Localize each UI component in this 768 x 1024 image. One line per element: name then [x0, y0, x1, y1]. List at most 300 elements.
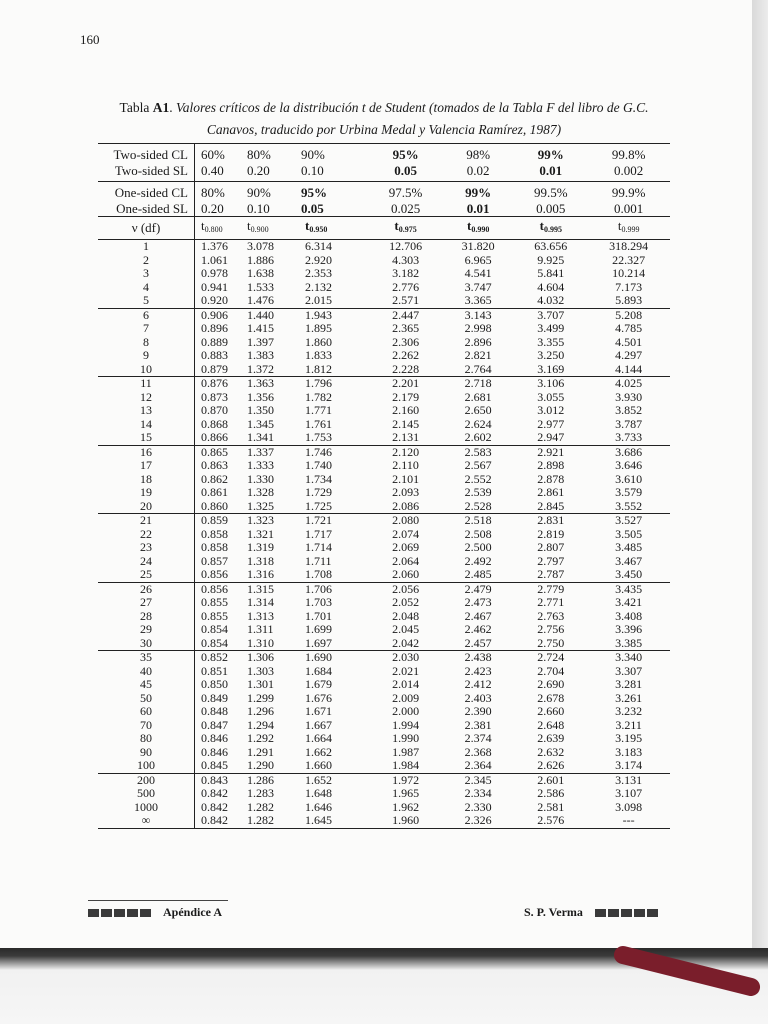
value-cell: 0.879: [201, 361, 228, 376]
df-cell: 11: [98, 377, 195, 391]
value-cell: 1.943: [291, 308, 369, 322]
value-cell: 1.690: [291, 651, 369, 665]
value-cell: 1.310: [247, 635, 274, 650]
value-cell: 3.787: [615, 416, 643, 431]
df-cell: 70: [98, 719, 195, 733]
table-row: [98, 445, 670, 459]
value-cell: 0.851: [201, 663, 228, 678]
value-cell: 2.412: [464, 677, 492, 691]
value-cell: 3.078: [247, 239, 274, 253]
column-header-t: $t_{0.999}$: [587, 217, 670, 240]
df-cell: 4: [98, 281, 195, 295]
value-cell: 1.676: [305, 690, 332, 705]
value-cell: 2.632: [537, 744, 565, 759]
value-cell: 0.848: [201, 704, 228, 718]
header-cell: 0.40: [195, 163, 244, 182]
value-cell: 1.671: [305, 704, 332, 718]
value-cell: 1.282: [243, 814, 291, 828]
df-cell: 45: [98, 678, 195, 692]
value-cell: 2.681: [464, 389, 492, 404]
df-cell: 12: [98, 391, 195, 405]
value-cell: 3.421: [615, 595, 643, 609]
table-row: [98, 610, 670, 624]
value-cell: 1.895: [305, 321, 332, 335]
table-row: [98, 637, 670, 651]
table-row: [98, 308, 670, 322]
page-number: 160: [80, 32, 100, 47]
header-cell: 0.10: [247, 200, 270, 216]
value-cell: 2.819: [537, 526, 565, 541]
table-row: [98, 418, 670, 432]
header-label: Two-sided SL: [98, 163, 195, 182]
df-cell: 8: [98, 336, 195, 350]
value-cell: 1.753: [305, 430, 332, 444]
caption-lead: Tabla A1.: [119, 100, 176, 115]
value-cell: 3.098: [615, 799, 643, 814]
header-cell: 0.002: [587, 163, 670, 182]
value-cell: 1.697: [305, 635, 332, 650]
value-cell: 3.183: [615, 744, 643, 759]
value-cell: 4.501: [615, 334, 643, 349]
value-cell: 1.812: [305, 361, 332, 376]
value-cell: 2.821: [464, 348, 492, 362]
value-cell: 0.870: [201, 403, 228, 417]
value-cell: 3.467: [615, 553, 643, 568]
value-cell: 0.856: [201, 567, 228, 581]
value-cell: 3.408: [615, 608, 643, 623]
value-cell: 2.718: [442, 377, 514, 391]
value-cell: 12.706: [389, 239, 423, 253]
value-cell: 2.045: [392, 622, 420, 636]
value-cell: 3.385: [615, 635, 643, 650]
value-cell: 2.467: [464, 608, 492, 623]
header-cell: 0.05: [301, 200, 324, 216]
df-cell: 28: [98, 610, 195, 624]
table-row: [98, 555, 670, 569]
value-cell: 1.330: [247, 471, 274, 486]
value-cell: 0.866: [201, 430, 228, 444]
value-cell: 0.854: [201, 635, 228, 650]
value-cell: 1.323: [243, 514, 291, 528]
value-cell: 5.208: [587, 308, 670, 322]
value-cell: 2.878: [537, 471, 565, 486]
df-cell: 500: [98, 787, 195, 801]
value-cell: 2.262: [392, 348, 420, 362]
value-cell: 0.858: [201, 540, 228, 554]
value-cell: 0.906: [195, 308, 244, 322]
value-cell: 2.330: [464, 799, 492, 814]
header-label: Two-sided CL: [98, 144, 195, 163]
column-header-t: $t_{0.990}$: [442, 217, 514, 240]
df-cell: 90: [98, 746, 195, 760]
value-cell: 2.132: [305, 279, 332, 294]
df-cell: 26: [98, 582, 195, 596]
value-cell: 2.797: [537, 553, 565, 568]
value-cell: 0.941: [201, 279, 228, 294]
value-cell: 1.363: [243, 377, 291, 391]
value-cell: 22.327: [612, 252, 646, 267]
value-cell: 0.845: [201, 758, 228, 772]
value-cell: 3.435: [587, 582, 670, 596]
value-cell: 2.056: [369, 582, 442, 596]
value-cell: 2.583: [442, 445, 514, 459]
table-row: [98, 322, 670, 336]
value-cell: 2.403: [464, 690, 492, 705]
table-row: [98, 500, 670, 514]
value-cell: 4.297: [615, 348, 643, 362]
value-cell: 4.604: [537, 279, 565, 294]
value-cell: 1.725: [305, 498, 332, 513]
df-cell: 10: [98, 363, 195, 377]
value-cell: 1.660: [305, 758, 332, 772]
value-cell: 2.345: [442, 773, 514, 787]
value-cell: 3.106: [514, 377, 587, 391]
value-cell: 2.831: [514, 514, 587, 528]
value-cell: 1.701: [305, 608, 332, 623]
value-cell: 0.849: [201, 690, 228, 705]
header-row: [98, 144, 670, 163]
footer-appendix: Apéndice A: [163, 905, 223, 919]
value-cell: 2.518: [442, 514, 514, 528]
value-cell: 1.796: [291, 377, 369, 391]
value-cell: 3.733: [615, 430, 643, 444]
table-row: [98, 596, 670, 610]
value-cell: 2.201: [369, 377, 442, 391]
value-cell: 2.064: [392, 553, 420, 568]
value-cell: 4.785: [615, 321, 643, 335]
t-distribution-table: [98, 143, 670, 829]
column-header-t: $t_{0.800}$: [195, 217, 244, 240]
table-row: [98, 254, 670, 268]
value-cell: 2.479: [442, 582, 514, 596]
value-cell: 2.650: [464, 403, 492, 417]
value-cell: 2.552: [464, 471, 492, 486]
value-cell: 2.014: [392, 677, 420, 691]
table-row: [98, 787, 670, 801]
header-cell: 0.01: [514, 163, 587, 182]
value-cell: 2.485: [464, 567, 492, 581]
value-cell: 2.390: [464, 704, 492, 718]
value-cell: 2.462: [464, 622, 492, 636]
value-cell: 1.761: [305, 416, 332, 431]
value-cell: 2.086: [392, 498, 420, 513]
value-cell: 1.648: [305, 786, 332, 800]
value-cell: 0.873: [201, 389, 228, 404]
value-cell: 0.846: [201, 731, 228, 745]
value-cell: 3.250: [537, 348, 565, 362]
value-cell: 1.316: [247, 567, 274, 581]
value-cell: 2.763: [537, 608, 565, 623]
value-cell: 1.860: [305, 334, 332, 349]
value-cell: 1.372: [247, 361, 274, 376]
table-row: [98, 528, 670, 542]
header-cell: 0.10: [291, 163, 369, 182]
table-row: [98, 267, 670, 281]
value-cell: 4.032: [537, 293, 565, 307]
value-cell: 2.438: [442, 651, 514, 665]
value-cell: 1.333: [247, 458, 274, 472]
value-cell: 1.708: [305, 567, 332, 581]
value-cell: 3.707: [514, 308, 587, 322]
df-cell: 7: [98, 322, 195, 336]
value-cell: 1.328: [247, 485, 274, 499]
value-cell: 1.303: [247, 663, 274, 678]
value-cell: 3.365: [464, 293, 492, 307]
df-cell: 14: [98, 418, 195, 432]
value-cell: 1.994: [392, 717, 420, 732]
value-cell: 1.652: [291, 773, 369, 787]
value-cell: 0.883: [201, 348, 228, 362]
table-row: [98, 431, 670, 445]
value-cell: 1.984: [392, 758, 420, 772]
value-cell: 5.841: [537, 266, 565, 280]
df-cell: 6: [98, 308, 195, 322]
value-cell: 2.602: [464, 430, 492, 444]
value-cell: 2.030: [369, 651, 442, 665]
value-cell: 2.009: [392, 690, 420, 705]
value-cell: 1.286: [243, 773, 291, 787]
value-cell: 2.690: [537, 677, 565, 691]
value-cell: 2.920: [305, 252, 332, 267]
df-cell: 27: [98, 596, 195, 610]
value-cell: 1.972: [369, 773, 442, 787]
table-row: [98, 294, 670, 308]
value-cell: 2.776: [392, 279, 420, 294]
value-cell: 2.374: [464, 731, 492, 745]
value-cell: 0.842: [195, 814, 244, 828]
value-cell: 2.601: [514, 773, 587, 787]
value-cell: 3.396: [615, 622, 643, 636]
value-cell: 2.110: [392, 458, 419, 472]
value-cell: 2.779: [514, 582, 587, 596]
value-cell: 1.646: [305, 799, 332, 814]
value-cell: 1.664: [305, 731, 332, 745]
value-cell: 1.311: [247, 622, 274, 636]
value-cell: 2.947: [537, 430, 565, 444]
value-cell: 3.195: [615, 731, 643, 745]
value-cell: 2.660: [537, 704, 565, 718]
value-cell: 2.048: [392, 608, 420, 623]
value-cell: 1.356: [247, 389, 274, 404]
value-cell: 2.365: [392, 321, 420, 335]
value-cell: 3.232: [615, 704, 643, 718]
table-row: [98, 746, 670, 760]
value-cell: 1.729: [305, 485, 332, 499]
value-cell: 2.052: [392, 595, 420, 609]
value-cell: 2.021: [392, 663, 420, 678]
value-cell: 2.060: [392, 567, 420, 581]
value-cell: 1.350: [247, 403, 274, 417]
table-row: [98, 391, 670, 405]
value-cell: 2.977: [537, 416, 565, 431]
value-cell: 2.353: [305, 266, 332, 280]
value-cell: 1.397: [247, 334, 274, 349]
value-cell: 2.724: [514, 651, 587, 665]
df-cell: 18: [98, 473, 195, 487]
value-cell: 5.893: [615, 293, 643, 307]
value-cell: 1.990: [392, 731, 420, 745]
table-row: [98, 732, 670, 746]
df-cell: 200: [98, 773, 195, 787]
value-cell: 3.686: [587, 445, 670, 459]
table-row: [98, 514, 670, 528]
value-cell: 2.567: [464, 458, 492, 472]
value-cell: 3.174: [615, 758, 643, 772]
value-cell: 2.750: [537, 635, 565, 650]
value-cell: 3.281: [615, 677, 643, 691]
value-cell: 2.042: [392, 635, 420, 650]
df-cell: 19: [98, 486, 195, 500]
footer-ornament-left: [88, 909, 151, 917]
value-cell: 6.314: [305, 239, 332, 253]
df-cell: 1: [98, 240, 195, 254]
value-cell: 0.842: [201, 799, 228, 814]
table-row: [98, 377, 670, 391]
value-cell: 1.667: [305, 717, 332, 732]
table-row: [98, 705, 670, 719]
value-cell: 1.699: [305, 622, 332, 636]
value-cell: 1.740: [305, 458, 332, 472]
value-cell: 3.169: [537, 361, 565, 376]
table-row: [98, 568, 670, 582]
df-cell: 35: [98, 651, 195, 665]
table-row: [98, 486, 670, 500]
value-cell: 1.440: [243, 308, 291, 322]
value-cell: 2.334: [464, 786, 492, 800]
value-cell: 1.746: [291, 445, 369, 459]
value-cell: 0.857: [201, 553, 228, 568]
value-cell: 3.610: [615, 471, 643, 486]
value-cell: 0.861: [201, 485, 228, 499]
value-cell: 2.756: [537, 622, 565, 636]
value-cell: 1.965: [392, 786, 420, 800]
value-cell: 1.319: [247, 540, 274, 554]
value-cell: 3.143: [442, 308, 514, 322]
value-cell: 1.706: [291, 582, 369, 596]
value-cell: 3.527: [587, 514, 670, 528]
value-cell: 0.856: [195, 582, 244, 596]
value-cell: 1.314: [247, 595, 274, 609]
value-cell: 1.533: [247, 279, 274, 294]
table-row: [98, 678, 670, 692]
footer-left: [88, 905, 222, 920]
table-row: [98, 801, 670, 815]
value-cell: 1.734: [305, 471, 332, 486]
value-cell: 4.541: [464, 266, 492, 280]
value-cell: 1.645: [291, 814, 369, 828]
value-cell: 3.261: [615, 690, 643, 705]
value-cell: 3.307: [615, 663, 643, 678]
table-row: [98, 404, 670, 418]
footer-author: S. P. Verma: [524, 905, 583, 919]
df-cell: 29: [98, 623, 195, 637]
value-cell: 2.120: [369, 445, 442, 459]
header-cell: 99.5%: [514, 182, 587, 201]
header-cell: 90%: [291, 144, 369, 163]
value-cell: 1.717: [305, 526, 332, 541]
column-header-t: $t_{0.975}$: [369, 217, 442, 240]
header-cell: 60%: [195, 144, 244, 163]
value-cell: 0.920: [201, 293, 228, 307]
df-cell: 16: [98, 445, 195, 459]
value-cell: 1.383: [247, 348, 274, 362]
value-cell: 3.485: [615, 540, 643, 554]
value-cell: 0.865: [195, 445, 244, 459]
footer-right: [524, 905, 658, 920]
value-cell: 7.173: [615, 279, 643, 294]
table-row: [98, 349, 670, 363]
df-cell: 60: [98, 705, 195, 719]
value-cell: 318.294: [609, 239, 649, 253]
header-cell: 99%: [442, 182, 514, 201]
value-cell: 2.624: [464, 416, 492, 431]
header-row: [98, 163, 670, 182]
value-cell: 2.447: [369, 308, 442, 322]
table-row: [98, 759, 670, 773]
value-cell: 1.376: [201, 239, 228, 253]
value-cell: 3.131: [587, 773, 670, 787]
value-cell: 1.306: [243, 651, 291, 665]
value-cell: 1.960: [369, 814, 442, 828]
value-cell: 2.228: [392, 361, 420, 376]
df-cell: 23: [98, 541, 195, 555]
header-cell: 99.9%: [587, 182, 670, 201]
value-cell: 1.638: [247, 266, 274, 280]
value-cell: 1.294: [247, 717, 274, 732]
df-cell: 50: [98, 692, 195, 706]
value-cell: 1.315: [243, 582, 291, 596]
value-cell: 2.639: [537, 731, 565, 745]
value-cell: 10.214: [612, 266, 646, 280]
value-cell: 0.855: [201, 595, 228, 609]
value-cell: 2.000: [392, 704, 420, 718]
table-row: [98, 240, 670, 254]
table-row: [98, 473, 670, 487]
value-cell: 3.505: [615, 526, 643, 541]
value-cell: 3.055: [537, 389, 565, 404]
value-cell: 2.678: [537, 690, 565, 705]
value-cell: 3.499: [537, 321, 565, 335]
header-cell: 95%: [369, 144, 442, 163]
value-cell: 0.852: [195, 651, 244, 665]
value-cell: 0.876: [195, 377, 244, 391]
column-header-t: $t_{0.950}$: [291, 217, 369, 240]
header-label: One-sided CL: [98, 182, 195, 201]
value-cell: 1.886: [247, 252, 274, 267]
table-row: [98, 541, 670, 555]
value-cell: 0.854: [201, 622, 228, 636]
value-cell: 0.842: [201, 786, 228, 800]
value-cell: 1.476: [247, 293, 274, 307]
value-cell: 1.684: [305, 663, 332, 678]
value-cell: 2.145: [392, 416, 420, 431]
value-cell: 2.131: [392, 430, 420, 444]
value-cell: 2.648: [537, 717, 565, 732]
value-cell: 2.074: [392, 526, 420, 541]
header-cell: 0.025: [390, 200, 421, 216]
value-cell: ---: [587, 814, 670, 828]
value-cell: 0.862: [201, 471, 228, 486]
value-cell: 1.292: [247, 731, 274, 745]
table-row: [98, 692, 670, 706]
value-cell: 1.721: [291, 514, 369, 528]
value-cell: 2.586: [537, 786, 565, 800]
table-row: [98, 719, 670, 733]
df-cell: 9: [98, 349, 195, 363]
value-cell: 2.704: [537, 663, 565, 678]
value-cell: 2.381: [464, 717, 492, 732]
df-cell: ∞: [98, 814, 195, 828]
